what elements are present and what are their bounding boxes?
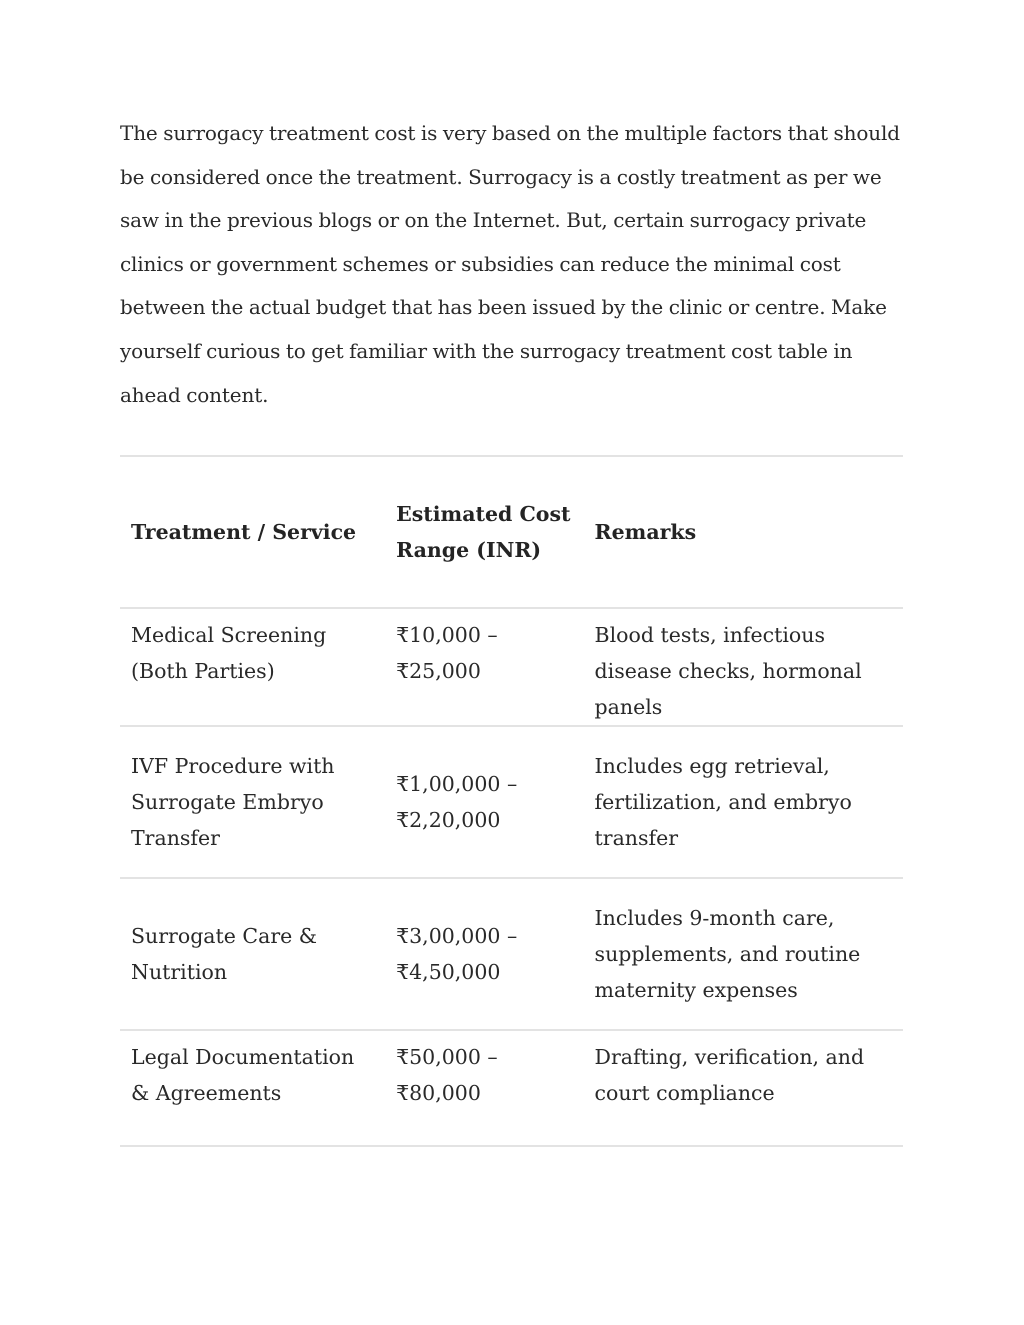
intro-paragraph: The surrogacy treatment cost is very based on the multiple factors that should be considered once the treatment. Surrogacy is a costly treatment as per we saw in the previous blogs or on the Internet. But, certain surrogacy private clinics or government schemes or subsidies can reduce the minimal cost between the actual budget that has been issued by the clinic or centre. Make yourself curious to get familiar with the surrogacy treatment cost table in ahead content. (120, 121, 900, 407)
table-row (120, 878, 903, 1030)
header-cost (385, 456, 583, 608)
cell-remarks (584, 608, 903, 726)
cell-treatment (120, 1030, 385, 1146)
table-row (120, 1030, 903, 1146)
cell-cost (385, 878, 583, 1030)
cell-cost (385, 1030, 583, 1146)
cell-treatment (120, 726, 385, 878)
table-header-row (120, 456, 903, 608)
remarks-text: Drafting, verification, and court compliance (594, 1045, 865, 1105)
treatment-text: Surrogate Care & Nutrition (131, 924, 318, 984)
cost-table (120, 455, 903, 1147)
cell-remarks (584, 878, 903, 1030)
remarks-text: Includes 9-month care, supplements, and routine maternity expenses (594, 906, 861, 1002)
cost-text: ₹50,000 – ₹80,000 (396, 1045, 498, 1105)
table-row (120, 608, 903, 726)
treatment-text: Legal Documentation & Agreements (131, 1045, 355, 1105)
header-remarks (584, 456, 903, 608)
cell-remarks (584, 1030, 903, 1146)
header-treatment-label: Treatment / Service (131, 520, 357, 544)
treatment-text: IVF Procedure with Surrogate Embryo Transfer (131, 754, 335, 850)
cell-treatment (120, 878, 385, 1030)
cell-cost (385, 608, 583, 726)
remarks-text: Includes egg retrieval, fertilization, and embryo transfer (594, 754, 852, 850)
table-row (120, 726, 903, 878)
cell-cost (385, 726, 583, 878)
cell-treatment (120, 608, 385, 726)
header-treatment (120, 456, 385, 608)
treatment-text: Medical Screening (Both Parties) (131, 623, 327, 683)
header-cost-label: Estimated Cost Range (INR) (396, 502, 571, 562)
cost-text: ₹3,00,000 – ₹4,50,000 (396, 924, 518, 984)
cost-text: ₹1,00,000 – ₹2,20,000 (396, 772, 518, 832)
cell-remarks (584, 726, 903, 878)
remarks-text: Blood tests, infectious disease checks, hormonal panels (594, 623, 862, 719)
header-remarks-label: Remarks (594, 520, 697, 544)
cost-text: ₹10,000 – ₹25,000 (396, 623, 498, 683)
